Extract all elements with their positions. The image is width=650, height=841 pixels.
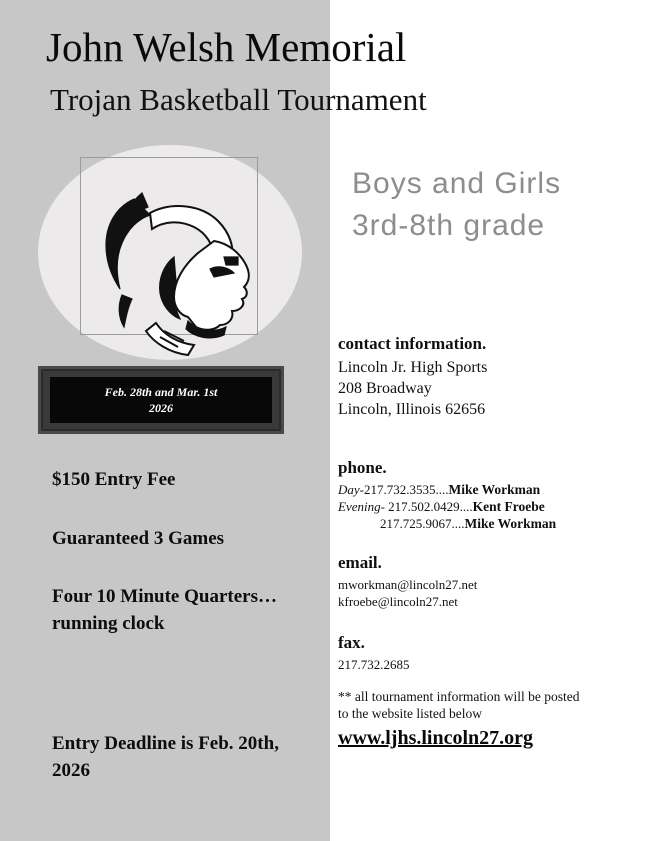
trojan-helmet-logo xyxy=(38,145,302,360)
phone-evening-name: Kent Froebe xyxy=(472,499,545,514)
guaranteed-games-text: Guaranteed 3 Games xyxy=(52,528,225,549)
grade-headline xyxy=(352,163,650,247)
entry-fee-text: $150 Entry Fee xyxy=(52,469,176,490)
fax-number: 217.732.2685 xyxy=(338,657,410,672)
phone-extra-name: Mike Workman xyxy=(464,516,557,531)
page-subtitle: Trojan Basketball Tournament xyxy=(50,82,427,117)
entry-deadline-text: Entry Deadline is Feb. 20th, 2026 xyxy=(52,733,279,781)
phone-extra-number: 217.725.9067 xyxy=(380,516,452,531)
phone-heading: phone. xyxy=(338,458,387,477)
phone-evening-dots: .... xyxy=(459,499,473,514)
email-section xyxy=(338,552,638,610)
phone-extra-line xyxy=(338,515,638,532)
phone-day-dots: .... xyxy=(435,482,449,497)
contact-line: 208 Broadway xyxy=(338,380,432,397)
phone-evening-label: Evening- xyxy=(338,499,385,514)
tournament-year: 2026 xyxy=(149,401,173,415)
fax-heading: fax. xyxy=(338,633,365,652)
phone-day-line xyxy=(338,481,638,498)
phone-evening-number: 217.502.0429 xyxy=(384,499,460,514)
contact-line: Lincoln Jr. High Sports xyxy=(338,359,488,376)
email-address[interactable]: mworkman@lincoln27.net xyxy=(338,577,478,592)
website-link[interactable]: www.ljhs.lincoln27.org xyxy=(338,727,534,749)
contact-heading: contact information. xyxy=(338,334,487,353)
phone-day-label: Day- xyxy=(338,482,364,497)
contact-section xyxy=(338,333,638,420)
note-line: ** all tournament information will be posted xyxy=(338,689,580,704)
phone-extra-dots: .... xyxy=(451,516,465,531)
headline-line-2: 3rd-8th grade xyxy=(352,209,546,242)
headline-line-1: Boys and Girls xyxy=(352,167,562,200)
date-plaque xyxy=(38,366,284,434)
phone-evening-line xyxy=(338,498,638,515)
tournament-dates: Feb. 28th and Mar. 1st xyxy=(104,385,218,399)
note-line: to the website listed below xyxy=(338,706,482,721)
phone-day-number: 217.732.3535 xyxy=(364,482,436,497)
date-plaque-inner xyxy=(50,377,272,423)
phone-day-name: Mike Workman xyxy=(448,482,541,497)
quarters-text: Four 10 Minute Quarters…running clock xyxy=(52,586,277,634)
trojan-helmet-icon xyxy=(38,145,302,360)
page-title: John Welsh Memorial xyxy=(46,24,407,70)
email-heading: email. xyxy=(338,553,382,572)
note-section xyxy=(338,688,638,751)
fax-section xyxy=(338,632,638,673)
contact-line: Lincoln, Illinois 62656 xyxy=(338,401,486,418)
email-address[interactable]: kfroebe@lincoln27.net xyxy=(338,594,458,609)
phone-section xyxy=(338,457,638,532)
